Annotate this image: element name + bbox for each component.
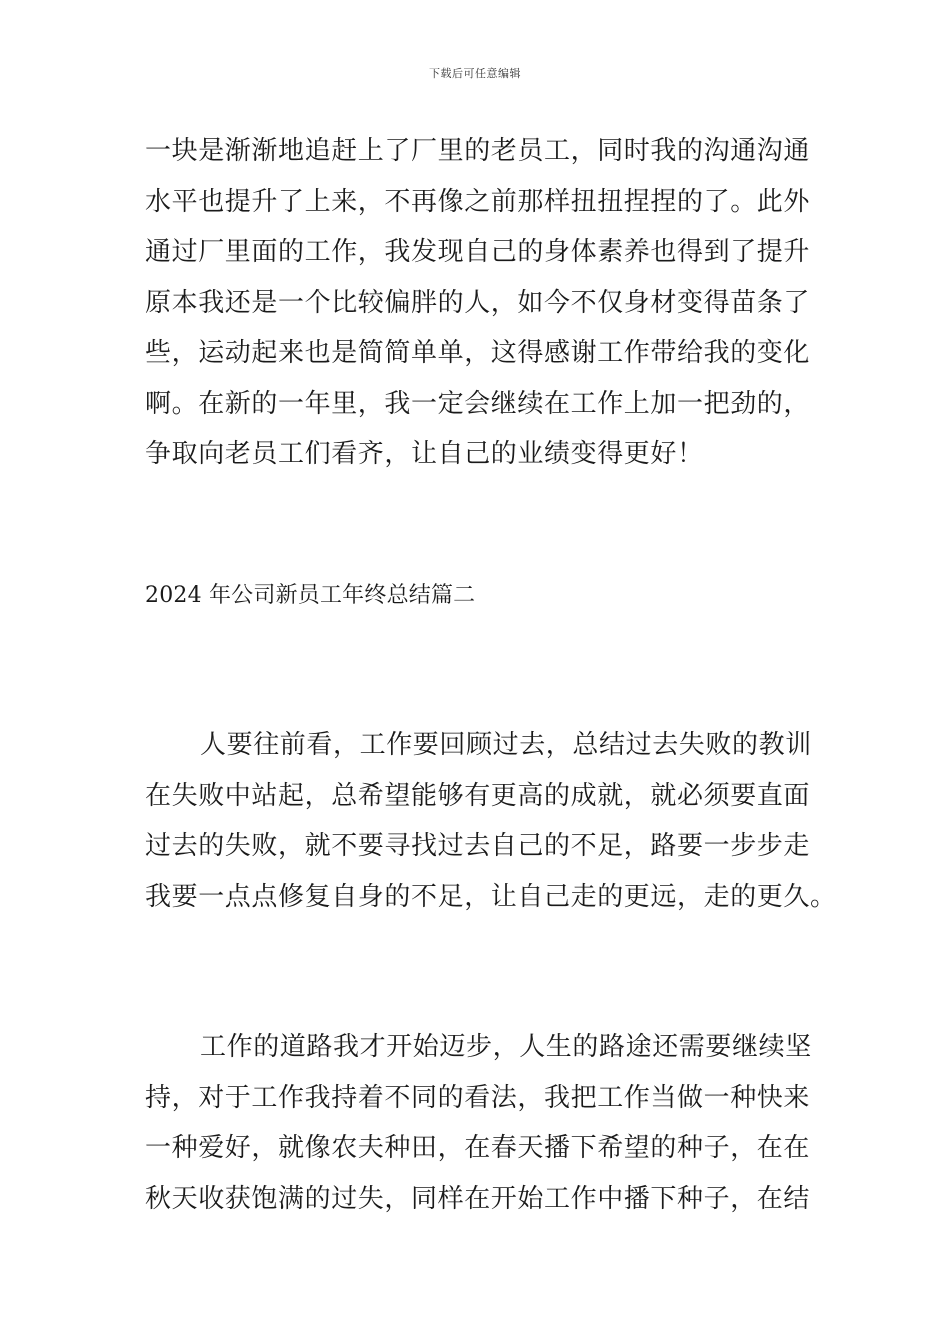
text-line: 原本我还是一个比较偏胖的人，如今不仅身材变得苗条了 xyxy=(145,287,811,318)
section-heading: 2024 年公司新员工年终总结篇二 xyxy=(145,583,476,608)
text-line: 啊。在新的一年里，我一定会继续在工作上加一把劲的， xyxy=(145,388,811,419)
text-line: 在失败中站起，总希望能够有更高的成就，就必须要直面 xyxy=(145,780,811,811)
paragraph-2 xyxy=(145,720,837,922)
paragraph-1 xyxy=(145,126,810,480)
text-line: 秋天收获饱满的过失，同样在开始工作中播下种子，在结 xyxy=(145,1183,811,1214)
text-line: 工作的道路我才开始迈步，人生的路途还需要继续坚 xyxy=(200,1032,812,1062)
text-line: 水平也提升了上来，不再像之前那样扭扭捏捏的了。此外 xyxy=(145,186,811,217)
page-header: 下载后可任意编辑 xyxy=(429,67,521,80)
text-line: 持，对于工作我持着不同的看法，我把工作当做一种快来 xyxy=(145,1082,811,1113)
text-line: 过去的失败，就不要寻找过去自己的不足，路要一步步走 xyxy=(145,831,811,861)
text-line: 些，运动起来也是简简单单，这得感谢工作带给我的变化 xyxy=(145,338,811,368)
text-line: 我要一点点修复自身的不足，让自己走的更远，走的更久。 xyxy=(145,881,837,912)
text-line: 人要往前看，工作要回顾过去，总结过去失败的教训 xyxy=(200,730,812,760)
text-line: 争取向老员工们看齐，让自己的业绩变得更好！ xyxy=(145,439,704,469)
paragraph-3 xyxy=(145,1022,810,1224)
text-line: 一块是渐渐地追赶上了厂里的老员工，同时我的沟通沟通 xyxy=(145,136,811,166)
text-line: 一种爱好，就像农夫种田，在春天播下希望的种子，在在 xyxy=(145,1133,811,1163)
text-line: 通过厂里面的工作，我发现自己的身体素养也得到了提升 xyxy=(145,237,811,267)
